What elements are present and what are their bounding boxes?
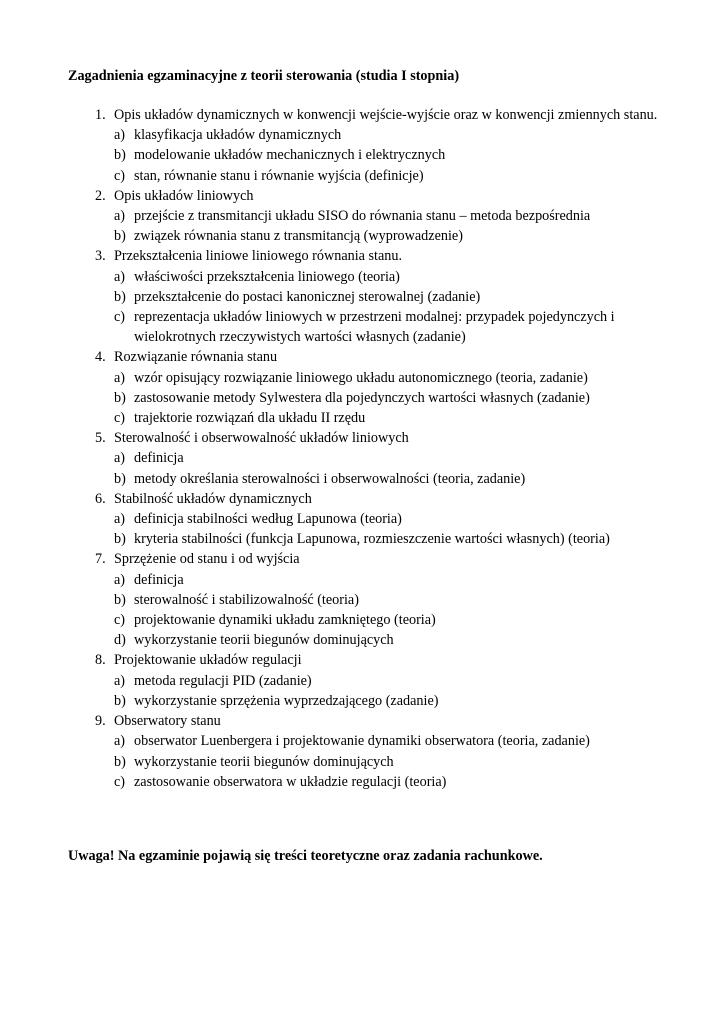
topic-label: Opis układów dynamicznych w konwencji wejście-wyjście oraz w konwencji zmiennych stanu. [114, 107, 658, 123]
subtopic-text: przejście z transmitancji układu SISO do równania stanu – metoda bezpośrednia [134, 208, 591, 225]
topic-label: Opis układów liniowych [114, 187, 254, 204]
subtopic-text: wykorzystanie teorii biegunów dominujących [134, 632, 394, 649]
topic-number: 3. [95, 248, 106, 265]
subtopic-text: reprezentacja układów liniowych w przestrzeni modalnej: przypadek pojedynczych i wielokrotnych rzeczywistych wartości własnych (zadanie) [134, 309, 615, 346]
subtopic-item [114, 529, 675, 549]
topic-1 [95, 105, 675, 186]
subtopic-letter: a) [114, 511, 126, 528]
topic-label: Stabilność układów dynamicznych [114, 490, 312, 507]
subtopic-list [114, 509, 675, 549]
topic-number: 5. [95, 430, 106, 447]
subtopic-letter: b) [114, 753, 126, 770]
subtopic-list [114, 731, 675, 792]
subtopic-letter: a) [114, 733, 126, 750]
subtopic-text: metody określania sterowalności i obserwowalności (teoria, zadanie) [134, 470, 526, 487]
subtopic-letter: c) [114, 773, 126, 790]
subtopic-letter: a) [114, 672, 126, 689]
subtopic-item [114, 469, 675, 489]
subtopic-letter: b) [114, 470, 126, 487]
subtopic-item [114, 610, 675, 630]
subtopic-letter: d) [114, 632, 126, 649]
subtopic-text: zastosowanie obserwatora w układzie regulacji (teoria) [134, 773, 447, 790]
subtopic-item [114, 630, 675, 650]
topic-label: Projektowanie układów regulacji [114, 652, 302, 669]
subtopic-item [114, 226, 675, 246]
subtopic-letter: b) [114, 389, 126, 406]
subtopic-letter: b) [114, 288, 126, 305]
subtopic-list [114, 267, 675, 348]
subtopic-item [114, 267, 675, 287]
topic-label: Sterowalność i obserwowalność układów liniowych [114, 430, 409, 447]
subtopic-text: definicja stabilności według Lapunowa (teoria) [134, 511, 402, 528]
subtopic-text: definicja [134, 571, 184, 588]
subtopic-item [114, 368, 675, 388]
subtopic-text: stan, równanie stanu i równanie wyjścia (definicje) [134, 167, 424, 184]
subtopic-item [114, 772, 675, 792]
topic-number: 7. [95, 551, 106, 568]
subtopic-text: właściwości przekształcenia liniowego (teoria) [134, 268, 400, 285]
subtopic-item [114, 691, 675, 711]
subtopic-text: wykorzystanie teorii biegunów dominujących [134, 753, 394, 770]
subtopic-letter: c) [114, 167, 126, 184]
subtopic-list [114, 671, 675, 711]
subtopic-item [114, 590, 675, 610]
subtopic-item [114, 671, 675, 691]
subtopic-item [114, 307, 675, 347]
exam-note: Uwaga! Na egzaminie pojawią się treści teoretyczne oraz zadania rachunkowe. [68, 848, 543, 864]
subtopic-text: zastosowanie metody Sylwestera dla pojedynczych wartości własnych (zadanie) [134, 389, 590, 406]
subtopic-text: związek równania stanu z transmitancją (wyprowadzenie) [134, 228, 463, 245]
topic-2 [95, 186, 675, 247]
topic-4 [95, 347, 675, 428]
subtopic-item [114, 448, 675, 468]
topic-label: Sprzężenie od stanu i od wyjścia [114, 551, 300, 568]
subtopic-letter: c) [114, 309, 126, 326]
subtopic-text: przekształcenie do postaci kanonicznej sterowalnej (zadanie) [134, 288, 481, 305]
document-title: Zagadnienia egzaminacyjne z teorii sterowania (studia I stopnia) [68, 68, 460, 84]
subtopic-letter: b) [114, 228, 126, 245]
topic-number: 4. [95, 349, 106, 366]
topic-number: 1. [95, 107, 106, 123]
subtopic-list [114, 448, 675, 488]
subtopic-list [114, 125, 675, 186]
topic-8 [95, 650, 675, 711]
subtopic-item [114, 388, 675, 408]
topic-number: 2. [95, 187, 106, 204]
subtopic-letter: a) [114, 571, 126, 588]
subtopic-item [114, 125, 675, 145]
subtopic-item [114, 145, 675, 165]
subtopic-text: trajektorie rozwiązań dla układu II rzędu [134, 410, 366, 427]
subtopic-item [114, 752, 675, 772]
subtopic-list [114, 206, 675, 246]
subtopic-letter: a) [114, 127, 126, 144]
topic-3 [95, 246, 675, 347]
topic-label: Przekształcenia liniowe liniowego równania stanu. [114, 248, 402, 265]
topic-label: Rozwiązanie równania stanu [114, 349, 278, 366]
topic-5 [95, 428, 675, 489]
topic-number: 9. [95, 713, 106, 730]
subtopic-letter: b) [114, 692, 126, 709]
topic-number: 6. [95, 490, 106, 507]
subtopic-item [114, 287, 675, 307]
subtopic-letter: a) [114, 450, 126, 467]
topic-number: 8. [95, 652, 106, 669]
subtopic-item [114, 206, 675, 226]
subtopic-text: metoda regulacji PID (zadanie) [134, 672, 312, 689]
subtopic-text: modelowanie układów mechanicznych i elektrycznych [134, 147, 446, 164]
topic-9 [95, 711, 675, 792]
subtopic-text: kryteria stabilności (funkcja Lapunowa, rozmieszczenie wartości własnych) (teoria) [134, 531, 610, 548]
subtopic-text: klasyfikacja układów dynamicznych [134, 127, 342, 144]
topic-7 [95, 549, 675, 650]
subtopic-letter: a) [114, 208, 126, 225]
subtopic-letter: a) [114, 369, 126, 386]
subtopic-letter: b) [114, 531, 126, 548]
subtopic-text: definicja [134, 450, 184, 467]
subtopic-item [114, 731, 675, 751]
subtopic-text: wykorzystanie sprzężenia wyprzedzającego (zadanie) [134, 692, 439, 709]
subtopic-letter: b) [114, 591, 126, 608]
subtopic-text: sterowalność i stabilizowalność (teoria) [134, 591, 359, 608]
topic-label: Obserwatory stanu [114, 713, 221, 730]
subtopic-item [114, 570, 675, 590]
subtopic-letter: a) [114, 268, 126, 285]
subtopic-list [114, 368, 675, 429]
subtopic-text: wzór opisujący rozwiązanie liniowego układu autonomicznego (teoria, zadanie) [134, 369, 588, 386]
subtopic-text: projektowanie dynamiki układu zamkniętego (teoria) [134, 612, 436, 629]
subtopic-item [114, 509, 675, 529]
topic-6 [95, 489, 675, 550]
subtopic-letter: c) [114, 612, 126, 629]
subtopic-item [114, 166, 675, 186]
subtopic-list [114, 570, 675, 651]
topic-list [95, 105, 675, 792]
subtopic-item [114, 408, 675, 428]
subtopic-letter: c) [114, 410, 126, 427]
subtopic-letter: b) [114, 147, 126, 164]
subtopic-text: obserwator Luenbergera i projektowanie dynamiki obserwatora (teoria, zadanie) [134, 733, 590, 750]
